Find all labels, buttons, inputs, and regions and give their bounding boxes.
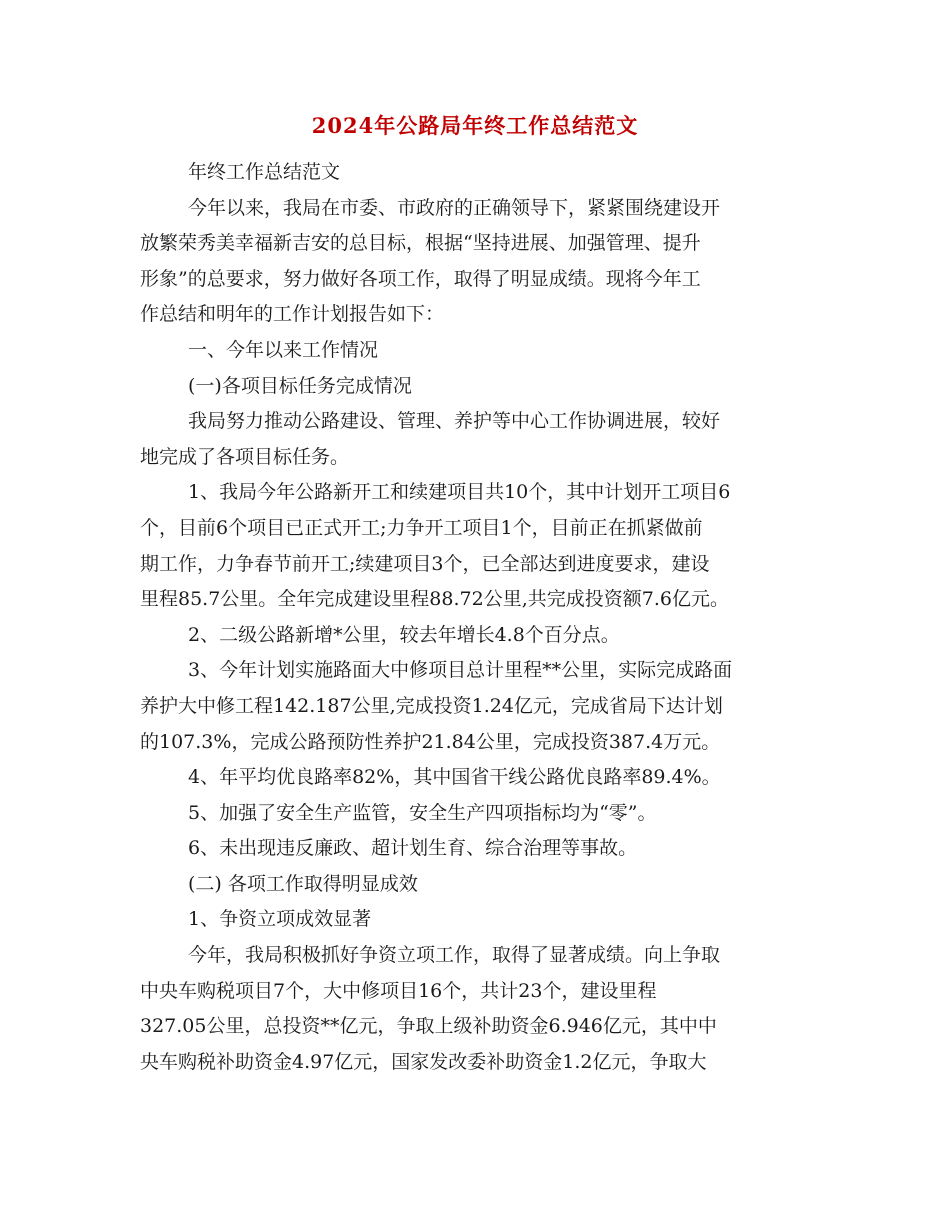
text-line: 今年以来，我局在市委、市政府的正确领导下，紧紧围绕建设开 (188, 196, 721, 219)
text-line: 6、未出现违反廉政、超计划生育、综合治理等事故。 (188, 837, 638, 860)
document-title: 2024年公路局年终工作总结范文 (311, 113, 639, 138)
text-line: 5、加强了安全生产监管，安全生产四项指标均为“零”。 (188, 801, 657, 824)
text-line: 我局努力推动公路建设、管理、养护等中心工作协调进展，较好 (188, 410, 721, 433)
text-line: 2、二级公路新增*公里，较去年增长4.8个百分点。 (188, 623, 620, 646)
text-line: 里程85.7公里。全年完成建设里程88.72公里,共完成投资额7.6亿元。 (140, 588, 729, 611)
text-line: 年终工作总结范文 (188, 161, 341, 183)
text-line: 养护大中修工程142.187公里,完成投资1.24亿元，完成省局下达计划 (140, 694, 723, 717)
text-line: 3、今年计划实施路面大中修项目总计里程**公里，实际完成路面 (188, 659, 733, 682)
text-line: (二) 各项工作取得明显成效 (188, 872, 418, 895)
text-line: 一、今年以来工作情况 (188, 338, 379, 361)
text-line: 1、争资立项成效显著 (188, 908, 372, 931)
document-body (140, 155, 820, 1080)
text-line: 1、我局今年公路新开工和续建项目共10个，其中计划开工项目6 (188, 481, 731, 504)
text-line: 的107.3%，完成公路预防性养护21.84公里，完成投资387.4万元。 (140, 730, 721, 753)
text-line: 327.05公里，总投资**亿元，争取上级补助资金6.946亿元，其中中 (140, 1015, 717, 1038)
text-line: 放繁荣秀美幸福新吉安的总目标，根据“坚持进展、加强管理、提升 (140, 232, 701, 255)
text-line: 作总结和明年的工作计划报告如下： (140, 303, 445, 326)
text-line: 地完成了各项目标任务。 (140, 445, 350, 468)
text-line: 4、年平均优良路率82%，其中国省干线公路优良路率89.4%。 (188, 766, 721, 789)
text-line: 期工作，力争春节前开工;续建项目3个，已全部达到进度要求，建设 (140, 552, 710, 575)
text-line: 形象”的总要求，努力做好各项工作，取得了明显成绩。现将今年工 (140, 267, 701, 290)
text-line: 央车购税补助资金4.97亿元，国家发改委补助资金1.2亿元，争取大 (140, 1050, 707, 1073)
text-line: 中央车购税项目7个，大中修项目16个，共计23个，建设里程 (140, 979, 657, 1002)
text-line: 今年，我局积极抓好争资立项工作，取得了显著成绩。向上争取 (188, 944, 721, 967)
text-line: 个，目前6个项目已正式开工;力争开工项目1个，目前正在抓紧做前 (140, 516, 703, 539)
text-line: (一)各项目标任务完成情况 (188, 374, 412, 397)
